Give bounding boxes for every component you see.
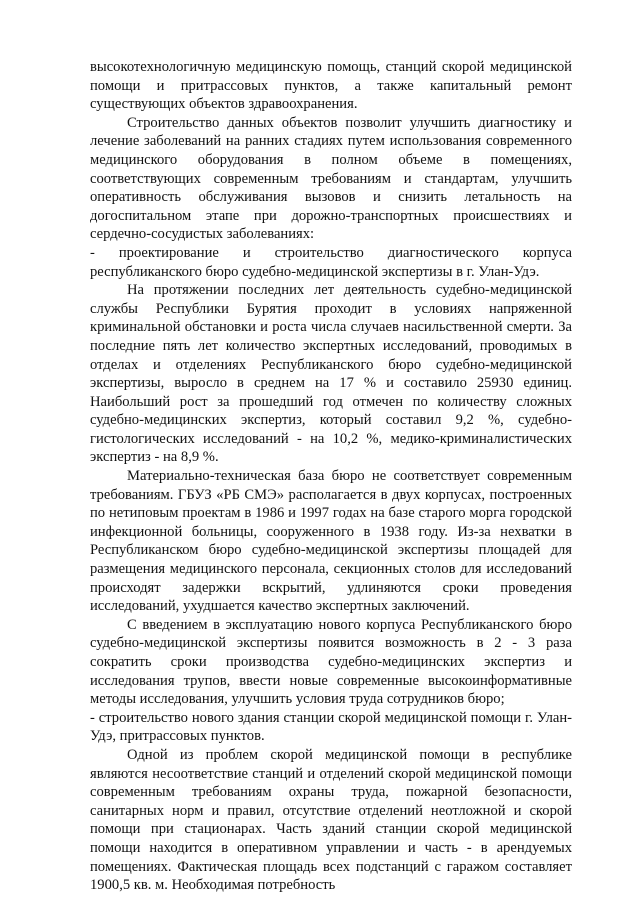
paragraph-6: Одной из проблем скорой медицинской помощи в республике являются несоответствие станций и отделений скорой медицинской помощи современным требованиям охраны труда, пожарной безопасности, санитарных норм и правил, отсутствие отделений неотложной и скорой помощи при стационарах. Часть зданий станции скорой медицинской помощи находится в оперативном управлении и часть - в арендуемых помещениях. Фактическая площадь всех подстанций с гаражом составляет 1900,5 кв. м. Необходимая потребность (90, 746, 572, 894)
paragraph-4: Материально-техническая база бюро не соответствует современным требованиям. ГБУЗ «РБ СМЭ» располагается в двух корпусах, построенных по нетиповым проектам в 1986 и 1997 годах на базе старого морга городской инфекционной больницы, сооруженного в 1938 году. Из-за нехватки в Республиканском бюро судебно-медицинской экспертизы площадей для размещения медицинского персонала, секционных столов для исследований происходят задержки вскрытий, удлиняются сроки проведения исследований, ухудшается качество экспертных заключений. (90, 468, 572, 615)
paragraph-3: На протяжении последних лет деятельность судебно-медицинской службы Республики Бурятия проходит в условиях напряженной криминальной обстановки и роста числа случаев насильственной смерти. За последние пять лет количество экспертных исследований, проводимых в отделах и отделениях Республиканского бюро судебно-медицинской экспертизы, выросло в среднем на 17 % и составило 25930 единиц. Наибольший рост за прошедший год отмечен по количеству сложных судебно-медицинских экспертиз, который составил 9,2 %, судебно-гистологических исследований - на 10,2 %, медико-криминалистических экспертиз - на 8,9 %. (90, 282, 572, 466)
paragraph-1: высокотехнологичную медицинскую помощь, станций скорой медицинской помощи и притрассовых пунктов, а также капитальный ремонт существующих объектов здравоохранения. (90, 59, 572, 113)
list-item-2: - строительство нового здания станции скорой медицинской помощи г. Улан-Удэ, притрассовых пунктов. (90, 709, 572, 745)
paragraph-2: Строительство данных объектов позволит улучшить диагностику и лечение заболеваний на ранних стадиях путем использования современного медицинского оборудования в полном объеме в помещениях, соответствующих современным требованиям и стандартам, улучшить оперативность обслуживания вызовов и снизить летальность на догоспитальном этапе при дорожно-транспортных происшествиях и сердечно-сосудистых заболеваниях: (90, 114, 572, 243)
paragraph-5: С введением в эксплуатацию нового корпуса Республиканского бюро судебно-медицинской экспертизы появится возможность в 2 - 3 раза сократить сроки производства судебно-медицинских экспертиз и исследования трупов, ввести новые современные высокоинформативные методы исследования, улучшить условия труда сотрудников бюро; (90, 616, 572, 708)
list-item-1: - проектирование и строительство диагностического корпуса республиканского бюро судебно-медицинской экспертизы в г. Улан-Удэ. (90, 244, 572, 280)
document-page (90, 58, 572, 895)
